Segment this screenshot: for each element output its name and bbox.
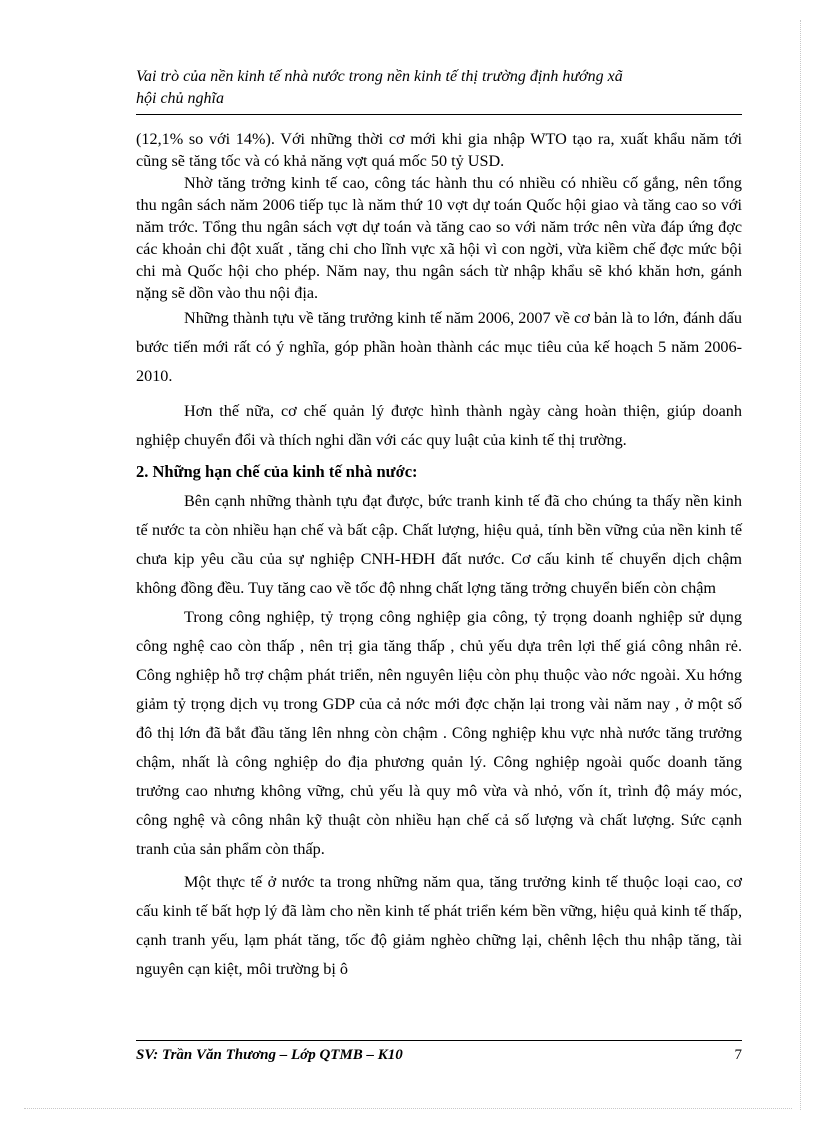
page-footer — [136, 1040, 742, 1064]
body-text — [136, 128, 742, 984]
header-line-2: hội chủ nghĩa — [136, 90, 224, 107]
paragraph-1: (12,1% so với 14%). Với những thời cơ mới khi gia nhập WTO tạo ra, xuất khẩu năm tới cũng sẽ tăng tốc và có khả năng vợt quá mốc 50 tỷ USD. — [136, 130, 742, 170]
running-header — [136, 66, 742, 115]
paragraph-5: Bên cạnh những thành tựu đạt được, bức tranh kinh tế đã cho chúng ta thấy nền kinh tế nước ta còn nhiều hạn chế và bất cập. Chất lượng, hiệu quả, tính bền vững của nền kinh tế chưa kịp yêu cầu của sự nghiệp CNH-HĐH đất nước. Cơ cấu kinh tế chuyển dịch chậm không đồng đều. Tuy tăng cao về tốc độ nhng chất lợng tăng trởng chuyển biến còn chậm — [136, 492, 742, 597]
paragraph-6: Trong công nghiệp, tỷ trọng công nghiệp gia công, tỷ trọng doanh nghiệp sử dụng công nghệ cao còn thấp , nên trị gia tăng thấp , chủ yếu dựa trên lợi thế giá công nhân rẻ. Công nghiệp hỗ trợ chậm phát triển, nên nguyên liệu còn phụ thuộc vào nớc ngoài. Xu hớng giảm tỷ trọng dịch vụ trong GDP của cả nớc mới đợc chặn lại trong vài năm nay , ở một số đô thị lớn đã bắt đầu tăng lên nhng còn chậm . Công nghiệp khu vực nhà nước tăng trưởng chậm, nhất là công nghiệp do địa phương quản lý. Công nghiệp ngoài quốc doanh tăng trưởng cao nhưng không vững, chủ yếu là quy mô vừa và nhỏ, vốn ít, trình độ máy móc, công nghệ và công nhân kỹ thuật còn nhiều hạn chế cả số lượng và chất lượng. Sức cạnh tranh của sản phẩm còn thấp. — [136, 608, 742, 858]
header-line-1: Vai trò của nền kinh tế nhà nước trong nền kinh tế thị trường định hướng xã — [136, 68, 623, 85]
paragraph-2: Nhờ tăng trởng kinh tế cao, công tác hành thu có nhiều có nhiều cố gắng, nên tổng thu ngân sách năm 2006 tiếp tục là năm thứ 10 vợt dự toán Quốc hội giao và tăng cao so với năm trớc. Tổng thu ngân sách vợt dự toán và tăng cao so với năm trớc nên vừa đáp ứng đợc các khoản chi đột xuất , tăng chi cho lĩnh vực xã hội vì con ngời, vừa kiềm chế đợc mức bội chi mà Quốc hội cho phép. Năm nay, thu ngân sách từ nhập khẩu sẽ khó khăn hơn, gánh nặng sẽ dồn vào thu nội địa. — [136, 174, 742, 302]
page-number: 7 — [734, 1047, 742, 1063]
footer-author: SV: Trần Văn Thương – Lớp QTMB – K10 — [136, 1047, 403, 1063]
section-heading: 2. Những hạn chế của kinh tế nhà nước: — [136, 462, 418, 481]
page-edge-bottom — [24, 1108, 792, 1109]
paragraph-7: Một thực tế ở nước ta trong những năm qua, tăng trưởng kinh tế thuộc loại cao, cơ cấu kinh tế bất hợp lý đã làm cho nền kinh tế phát triển kém bền vững, hiệu quả kinh tế thấp, cạnh tranh yếu, lạm phát tăng, tốc độ giảm nghèo chững lại, chênh lệch thu nhập tăng, tài nguyên cạn kiệt, môi trường bị ô — [136, 873, 742, 978]
paragraph-4: Hơn thế nữa, cơ chế quản lý được hình thành ngày càng hoàn thiện, giúp doanh nghiệp chuyển đổi và thích nghi dần với các quy luật của kinh tế thị trường. — [136, 402, 742, 449]
page-edge-right — [800, 20, 801, 1110]
paragraph-3: Những thành tựu về tăng trưởng kinh tế năm 2006, 2007 về cơ bản là to lớn, đánh dấu bước tiến mới rất có ý nghĩa, góp phần hoàn thành các mục tiêu của kế hoạch 5 năm 2006-2010. — [136, 309, 742, 385]
